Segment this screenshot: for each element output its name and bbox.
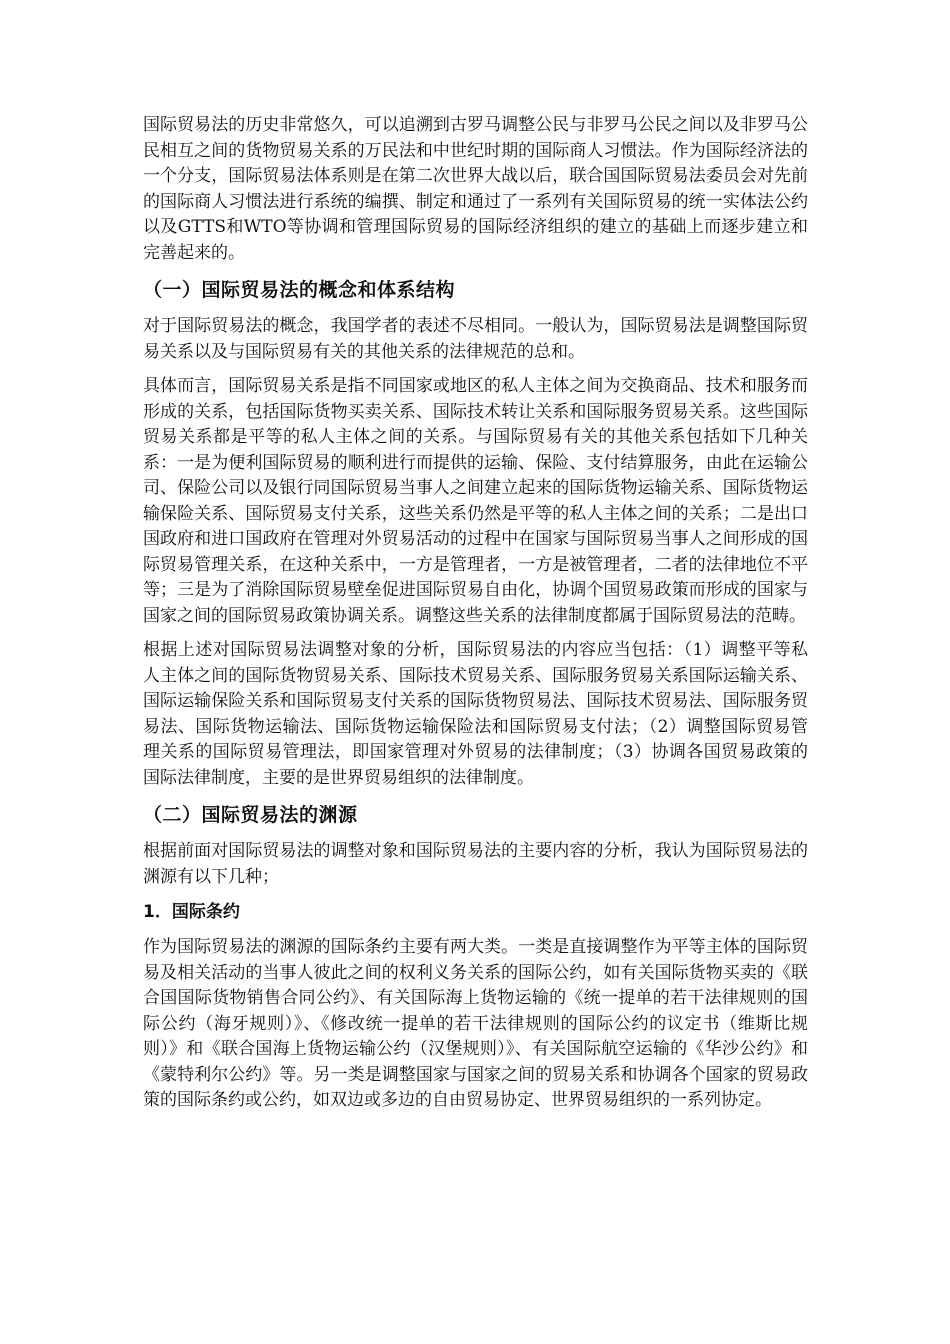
document-page <box>143 113 808 1123</box>
section-1-paragraph-1: 对于国际贸易法的概念，我国学者的表述不尽相同。一般认为，国际贸易法是调整国际贸易关系以及与国际贸易有关的其他关系的法律规范的总和。 <box>143 316 808 362</box>
subsection-1-heading: 1．国际条约 <box>143 902 240 922</box>
section-2-intro-paragraph: 根据前面对国际贸易法的调整对象和国际贸易法的主要内容的分析，我认为国际贸易法的渊源有以下几种； <box>143 841 808 887</box>
section-1-paragraph-3: 根据上述对国际贸易法调整对象的分析，国际贸易法的内容应当包括：（1）调整平等私人主体之间的国际货物贸易关系、国际技术贸易关系、国际服务贸易关系国际运输关系、国际运输保险关系和国际贸易支付关系的国际货物贸易法、国际技术贸易法、国际服务贸易法、国际货物运输法、国际货物运输保险法和国际贸易支付法；（2）调整国际贸易管理关系的国际贸易管理法，即国家管理对外贸易的法律制度；（3）协调各国贸易政策的国际法律制度，主要的是世界贸易组织的法律制度。 <box>143 640 808 788</box>
subsection-1-paragraph: 作为国际贸易法的渊源的国际条约主要有两大类。一类是直接调整作为平等主体的国际贸易及相关活动的当事人彼此之间的权利义务关系的国际公约，如有关国际货物买卖的《联合国国际货物销售合同公约》、有关国际海上货物运输的《统一提单的若干法律规则的国际公约（海牙规则）》、《修改统一提单的若干法律规则的国际公约的议定书（维斯比规则）》和《联合国海上货物运输公约（汉堡规则）》、有关国际航空运输的《华沙公约》和《蒙特利尔公约》等。另一类是调整国家与国家之间的贸易关系和协调各个国家的贸易政策的国际条约或公约，如双边或多边的自由贸易协定、世界贸易组织的一系列协定。 <box>143 937 808 1110</box>
section-1-paragraph-2: 具体而言，国际贸易关系是指不同国家或地区的私人主体之间为交换商品、技术和服务而形成的关系，包括国际货物买卖关系、国际技术转让关系和国际服务贸易关系。这些国际贸易关系都是平等的私人主体之间的关系。与国际贸易有关的其他关系包括如下几种关系：一是为便利国际贸易的顺利进行而提供的运输、保险、支付结算服务，由此在运输公司、保险公司以及银行同国际贸易当事人之间建立起来的国际货物运输关系、国际货物运输保险关系、国际贸易支付关系，这些关系仍然是平等的私人主体之间的关系；二是出口国政府和进口国政府在管理对外贸易活动的过程中在国家与国际贸易当事人之间形成的国际贸易管理关系，在这种关系中，一方是管理者，一方是被管理者，二者的法律地位不平等；三是为了消除国际贸易壁垒促进国际贸易自由化，协调个国贸易政策而形成的国家与国家之间的国际贸易政策协调关系。调整这些关系的法律制度都属于国际贸易法的范畴。 <box>143 376 808 626</box>
intro-paragraph: 国际贸易法的历史非常悠久，可以追溯到古罗马调整公民与非罗马公民之间以及非罗马公民相互之间的货物贸易关系的万民法和中世纪时期的国际商人习惯法。作为国际经济法的一个分支，国际贸易法体系则是在第二次世界大战以后，联合国国际贸易法委员会对先前的国际商人习惯法进行系统的编撰、制定和通过了一系列有关国际贸易的统一实体法公约以及GTTS和WTO等协调和管理国际贸易的国际经济组织的建立的基础上而逐步建立和完善起来的。 <box>143 115 808 263</box>
section-2-heading: （二）国际贸易法的渊源 <box>143 804 358 826</box>
section-1-heading: （一）国际贸易法的概念和体系结构 <box>143 279 456 301</box>
